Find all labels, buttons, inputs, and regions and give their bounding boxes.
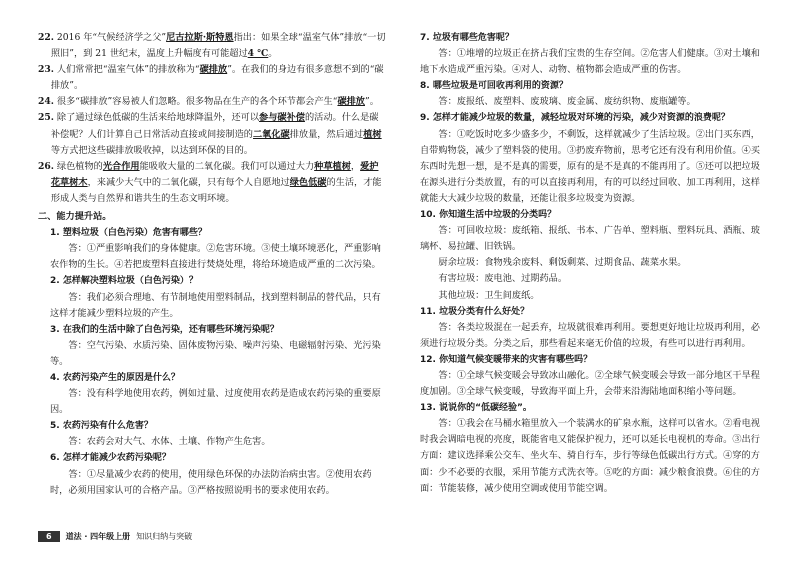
answer-text: 答：①全球气候变暖会导致冰山融化。②全球气候变暖会导致一部分地区干旱程度加剧。③全球气候变暖，导致海平面上升，会带来沿海陆地面积缩小等问题。 <box>420 369 760 398</box>
question-title: 1. 塑料垃圾（白色污染）危害有哪些？ <box>50 228 207 239</box>
question-2 <box>50 273 386 321</box>
answer-text: 答：我们必须合理地、有节制地使用塑料制品，找到塑料制品的替代品，只有这样才能减少塑料垃圾的产生。 <box>50 291 381 319</box>
book-title: 道法 · 四年级上册 <box>65 532 131 541</box>
question-1 <box>50 225 386 273</box>
question-title: 4. 农药污染产生的原因是什么？ <box>50 372 180 383</box>
answer-text: 答：没有科学地使用农药，例如过量、过度使用农药是造成农药污染的重要原因。 <box>50 388 381 416</box>
left-column <box>38 30 386 499</box>
item-22: 22. 2016 年“气候经济学之父”尼古拉斯·斯特恩指出：如果全球“温室气体”排放“一切照旧”，到 21 世纪末，温度上升幅度有可能超过4 ℃。 <box>38 32 386 60</box>
question-8 <box>420 78 766 110</box>
page-number: 6 <box>38 531 60 542</box>
answer-text: 其他垃圾：卫生间废纸。 <box>438 289 540 301</box>
item-25: 25. 除了通过绿色低碳的生活来给地球降温外，还可以参与碳补偿的活动。什么是碳补偿呢？人们计算自己日常活动直接或间接制造的二氧化碳排放量，然后通过植树等方式把这些碳排放吸收掉，以达到环保的目的。 <box>38 112 382 156</box>
question-title: 6. 怎样才能减少农药污染呢？ <box>50 453 171 464</box>
item-23: 23. 人们常常把“温室气体”的排放称为“碳排放”。在我们的身边有很多意想不到的“碳排放”。 <box>38 64 384 92</box>
answer-text: 答：①我会在马桶水箱里放入一个装满水的矿泉水瓶，这样可以省水。②看电视时我会调暗电视的亮度，既能省电又能保护视力，还可以延长电视机的寿命。③出行方面：建议选择乘公交车、坐火车、骑自行车，步行等绿色低碳出行方式。④穿的方面：少不必要的衣服，采用节能方式洗衣等。⑤吃的方面：减少粮食浪费。⑥住的方面：节能装修，减少使用空调或使用节能空调。 <box>420 418 760 494</box>
item-26: 26. 绿色植物的光合作用能吸收大量的二氧化碳。我们可以通过大力种草植树，爱护花草树木，来减少大气中的二氧化碳，只有每个人自愿地过绿色低碳的生活，才能形成人类与自然界和谐共生的生态文明环境。 <box>38 160 382 204</box>
question-5 <box>50 418 386 450</box>
question-title: 10. 你知道生活中垃圾的分类吗？ <box>420 210 557 221</box>
answer-text: 答：农药会对大气、水体、土壤、作物产生危害。 <box>68 436 271 448</box>
answer-text: 答：①严重影响我们的身体健康。②危害环境。③使土壤环境恶化，严重影响农作物的生长。④若把废塑料直接进行焚烧处理，将给环境造成严重的二次污染。 <box>50 243 381 271</box>
answer-text: 答：各类垃圾混在一起丢弃，垃圾就很难再利用。要想更好地让垃圾再利用，必须进行垃圾分类。分类之后，那些看起来毫无价值的垃圾，有些可以进行再利用。 <box>420 321 760 349</box>
question-10 <box>420 207 766 304</box>
answer-text: 答：废报纸、废塑料、废玻璃、废金属、废纺织物、废瓶罐等。 <box>438 96 696 108</box>
question-6 <box>50 450 386 498</box>
question-title: 13. 说说你的“低碳经验”。 <box>420 403 532 414</box>
question-title: 5. 农药污染有什么危害？ <box>50 421 153 432</box>
question-title: 2. 怎样解决塑料垃圾（白色污染）？ <box>50 276 198 287</box>
question-3 <box>50 322 386 370</box>
answer-text: 答：①堆增的垃圾正在挤占我们宝贵的生存空间。②危害人们健康。③对土壤和地下水造成严重污染。④对人、动物、植物都会造成严重的伤害。 <box>420 48 760 76</box>
section-heading: 二、能力提升站。 <box>38 211 112 223</box>
answer-text: 答：可回收垃圾：废纸箱、报纸、书本、广告单、塑料瓶、塑料玩具、酒瓶、玻璃杯、易拉罐、旧铁锅。 <box>420 225 760 253</box>
item-24: 24. 很多“碳排放”容易被人们忽略。很多物品在生产的各个环节都会产生“碳排放”。 <box>38 96 379 108</box>
question-7 <box>420 30 766 78</box>
question-title: 12. 你知道气候变暖带来的灾害有哪些吗？ <box>420 354 593 365</box>
answer-text: 答：①尽量减少农药的使用，使用绿色环保的办法防治病虫害。②使用农药时，必须用国家认可的合格产品。③严格按照说明书的要求使用农药。 <box>50 468 372 496</box>
question-11 <box>420 304 766 352</box>
question-title: 3. 在我们的生活中除了白色污染，还有哪些环境污染呢？ <box>50 324 279 335</box>
question-4 <box>50 370 386 418</box>
question-9 <box>420 110 766 207</box>
question-13 <box>420 400 766 497</box>
page-footer <box>38 531 192 542</box>
book-subtitle: 知识归纳与突破 <box>136 532 193 541</box>
question-12 <box>420 352 766 400</box>
answer-text: 答：①吃饭时吃多少盛多少，不剩饭，这样就减少了生活垃圾。②出门买东西，自带购物袋，减少了塑料袋的使用。③扔废弃物前，思考它还有没有利用价值。④买东西时先想一想，是不是真的需要，原有的是不是真的不能再用了。⑤还可以把垃圾在源头进行分类放置，有的可以直接再利用，有的可以经过回收、加工再利用，这样就能大大减少垃圾的数量，还能让很多垃圾变为资源。 <box>420 128 760 204</box>
question-title: 8. 哪些垃圾是可回收再利用的资源？ <box>420 81 568 92</box>
question-title: 7. 垃圾有哪些危害呢？ <box>420 33 514 43</box>
right-column <box>420 30 766 497</box>
answer-text: 有害垃圾：废电池、过期药品。 <box>438 273 568 285</box>
question-title: 9. 怎样才能减少垃圾的数量，减轻垃圾对环境的污染，减少对资源的浪费呢？ <box>420 113 730 124</box>
answer-text: 答：空气污染、水质污染、固体废物污染、噪声污染、电磁辐射污染、光污染等。 <box>50 339 381 367</box>
question-title: 11. 垃圾分类有什么好处？ <box>420 306 530 317</box>
answer-text: 厨余垃圾：食物残余废料、剩饭剩菜、过期食品、蔬菜水果。 <box>438 257 687 269</box>
